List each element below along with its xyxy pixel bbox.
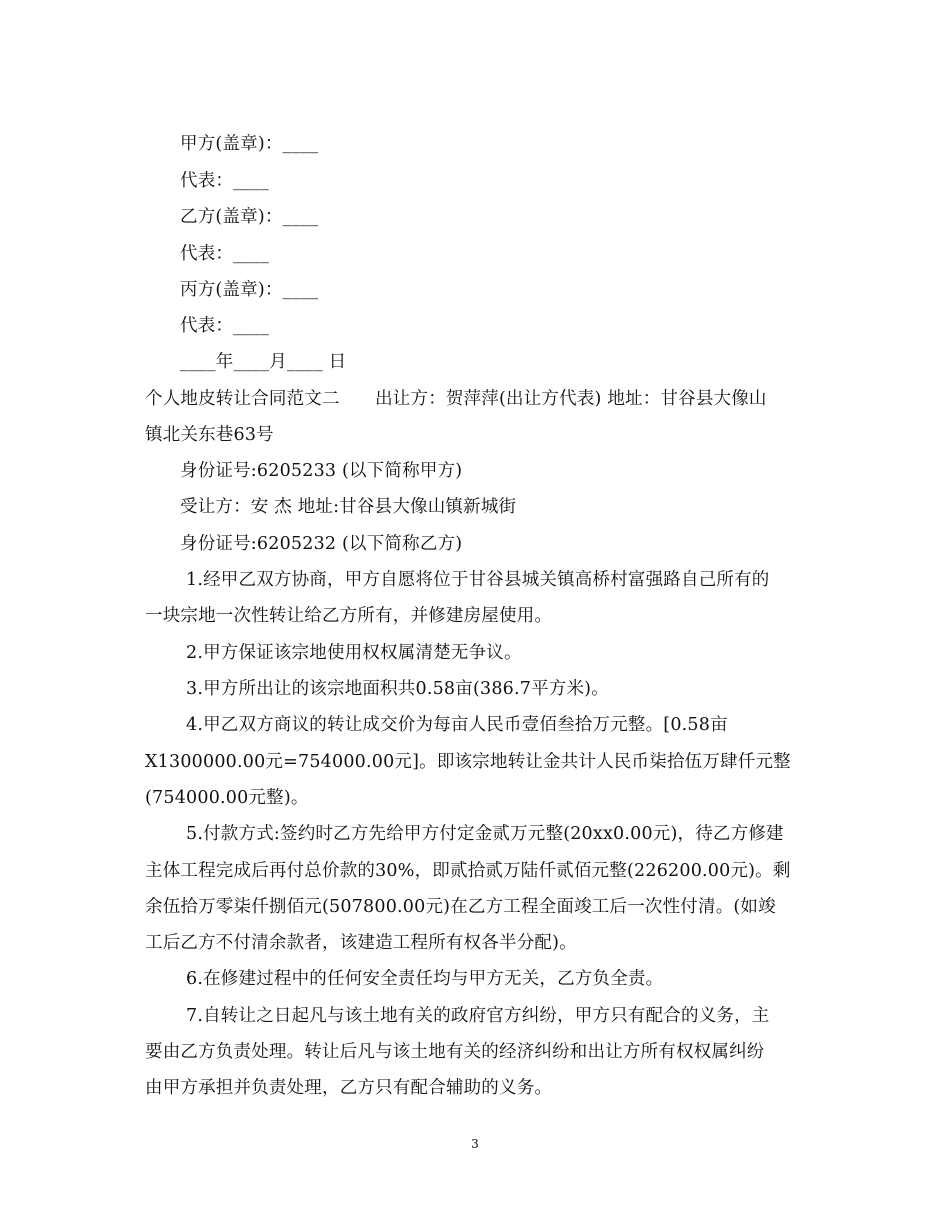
clause-5-line-3: 余伍拾万零柒仟捌佰元(507800.00元)在乙方工程全面竣工后一次性付清。(如竣 [145,897,776,917]
clause-7-line-3: 由甲方承担并负责处理，乙方只有配合辅助的义务。 [145,1078,553,1098]
representative-line: 代表：____ [180,316,269,336]
clause-7-line-2: 要由乙方负责处理。转让后凡与该土地有关的经济纠纷和出让方所有权权属纠纷 [145,1042,765,1062]
clause-2-line-1: 2.甲方保证该宗地使用权权属清楚无争议。 [186,643,522,663]
representative-line: 代表：____ [180,171,269,191]
clause-5-line-4: 工后乙方不付清余款者，该建造工程所有权各半分配)。 [145,933,577,953]
date-line: ____年____月____ 日 [180,352,347,372]
contract-title-line: 个人地皮转让合同范文二 出让方：贺萍萍(出让方代表) 地址：甘谷县大像山 [145,389,767,409]
clause-7-line-1: 7.自转让之日起凡与该土地有关的政府官方纠纷，甲方只有配合的义务，主 [186,1006,770,1026]
party-a-seal-line: 甲方(盖章)：____ [180,134,319,154]
representative-line: 代表：____ [180,244,269,264]
party-b-id-line: 身份证号:6205232 (以下简称乙方) [180,534,463,554]
party-c-seal-line: 丙方(盖章)：____ [180,280,319,300]
clause-4-line-3: (754000.00元整)。 [145,788,309,808]
clause-1-line-1: 1.经甲乙双方协商，甲方自愿将位于甘谷县城关镇高桥村富强路自己所有的 [186,570,770,590]
clause-4-line-1: 4.甲乙双方商议的转让成交价为每亩人民币壹佰叁拾万元整。[0.58亩 [186,715,728,735]
transferee-line: 受让方：安 杰 地址:甘谷县大像山镇新城街 [180,497,517,517]
clause-5-line-1: 5.付款方式:签约时乙方先给甲方付定金贰万元整(20xx0.00元)，待乙方修建 [186,824,784,844]
page-number: 3 [471,1137,479,1151]
clause-6-line-1: 6.在修建过程中的任何安全责任均与甲方无关，乙方负全责。 [186,969,664,989]
contract-address-line: 镇北关东巷63号 [145,425,274,445]
party-a-id-line: 身份证号:6205233 (以下简称甲方) [180,461,463,481]
clause-4-line-2: X1300000.00元=754000.00元]。即该宗地转让金共计人民币柒拾伍万肆仟元整 [145,752,791,772]
party-b-seal-line: 乙方(盖章)：____ [180,207,319,227]
clause-5-line-2: 主体工程完成后再付总价款的30%，即贰拾贰万陆仟贰佰元整(226200.00元)。剩 [145,861,791,881]
clause-3-line-1: 3.甲方所出让的该宗地面积共0.58亩(386.7平方米)。 [186,679,609,699]
clause-1-line-2: 一块宗地一次性转让给乙方所有，并修建房屋使用。 [145,606,553,626]
